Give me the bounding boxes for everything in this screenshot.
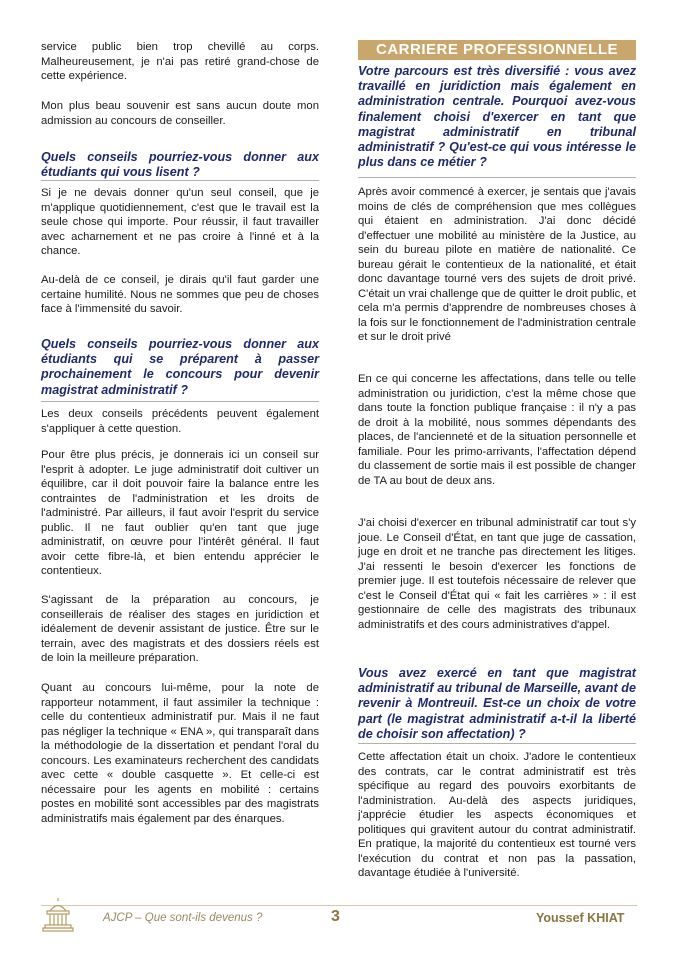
paragraph: J'ai choisi d'exercer en tribunal administratif car tout s'y joue. Le Conseil d'État, en tant que juge de cassation, juge en droit et ne tranche pas directement les litiges. J'ai ressenti le besoin d'exercer les fonctions de premier juge. Il est toutefois nécessaire de relever que c'est le Conseil d'État qui « fait les carrières » : il est gestionnaire de celle des magistrats des tribunaux administratifs et des cours administratives d'appel. bbox=[358, 517, 636, 631]
paragraph: Les deux conseils précédents peuvent également s'appliquer à cette question. bbox=[41, 408, 319, 435]
footer-author: Youssef KHIAT bbox=[536, 911, 625, 925]
paragraph: Mon plus beau souvenir est sans aucun doute mon admission au concours de conseiller. bbox=[41, 100, 319, 127]
footer-publication: AJCP – Que sont-ils devenus ? bbox=[103, 912, 263, 924]
paragraph: Au-delà de ce conseil, je dirais qu'il faut garder une certaine humilité. Nous ne sommes que peu de choses face à l'immensité du savoir. bbox=[41, 274, 319, 315]
building-logo-icon bbox=[40, 897, 76, 933]
paragraph: Quant au concours lui-même, pour la note de rapporteur notamment, il faut assimiler la technique : celle du contentieux administratif pur. Mais il ne faut pas négliger la technique « ENA », qui transparaît dans la méthodologie de la dissertation et pendant l'oral du concours. Les examinateurs recherchent des candidats avec cette « double casquette ». Et celle-ci est nécessaire pour les agents en mobilité : certains postes en mobilité sont accessibles par des magistrats administratifs mais également par des énarques. bbox=[41, 682, 319, 825]
section-title-banner: CARRIERE PROFESSIONNELLE bbox=[358, 40, 636, 60]
question-heading: Quels conseils pourriez-vous donner aux étudiants qui vous lisent ? bbox=[41, 150, 319, 180]
divider bbox=[41, 180, 319, 181]
paragraph: S'agissant de la préparation au concours, je conseillerais de réaliser des stages en juridiction et idéalement de devenir assistant de justice. Être sur le terrain, avec des magistrats et des dossiers réels est de loin la meilleure préparation. bbox=[41, 594, 319, 664]
question-heading: Votre parcours est très diversifié : vous avez travaillé en juridiction mais également en administration centrale. Pourquoi avez-vous finalement choisi d'exercer en tant que magistrat administratif en tribunal administratif ? Qu'est-ce qui vous intéresse le plus dans ce métier ? bbox=[358, 64, 636, 170]
question-heading: Quels conseils pourriez-vous donner aux étudiants qui se préparent à passer prochainement le concours pour devenir magistrat administratif ? bbox=[41, 337, 319, 397]
page-number: 3 bbox=[331, 908, 340, 925]
paragraph: En ce qui concerne les affectations, dans telle ou telle administration ou juridiction, c'est la même chose que dans toute la fonction publique française : il n'y a pas de droit à la mobilité, nous sommes dépendants des places, de l'ancienneté et de la situation personnelle et familiale. Pour les primo-arrivants, l'affectation dépend du classement de sortie mais il est possible de changer de TA au bout de deux ans. bbox=[358, 373, 636, 487]
divider bbox=[358, 177, 636, 178]
divider bbox=[358, 743, 636, 744]
paragraph: Cette affectation était un choix. J'adore le contentieux des contrats, car le contrat administratif est très spécifique au regard des pouvoirs exorbitants de l'administration. Au-delà des aspects juridiques, j'apprécie étudier les aspects économiques et politiques qui gravitent autour du contrat administratif. En pratique, la majorité du contentieux est tourné vers l'exécution du contrat et non pas la passation, davantage étudiée à l'université. bbox=[358, 751, 636, 879]
paragraph: Si je ne devais donner qu'un seul conseil, que je m'applique quotidiennement, c'est que le travail est la seule chose qui importe. Pour réussir, il faut travailler avec acharnement et ne pas croire à l'inné et à la chance. bbox=[41, 187, 319, 257]
paragraph: Pour être plus précis, je donnerais ici un conseil sur l'esprit à adopter. Le juge administratif doit cultiver un équilibre, car il doit pouvoir faire la balance entre les contraintes de l'administration et les droits de l'administré. Par ailleurs, il faut avoir l'esprit du service public. Il ne faut oublier qu'en tant que juge administratif, on œuvre pour l'intérêt général. Il faut avoir cette fibre-là, et bien entendu apprécier le contentieux. bbox=[41, 449, 319, 577]
paragraph: service public bien trop chevillé au corps. Malheureusement, je n'ai pas retiré grand-chose de cette expérience. bbox=[41, 41, 319, 82]
question-heading: Vous avez exercé en tant que magistrat administratif au tribunal de Marseille, avant de revenir à Montreuil. Est-ce un choix de votre part (le magistrat administratif a-t-il la liberté de choisir son affectation) ? bbox=[358, 666, 636, 741]
paragraph: Après avoir commencé à exercer, je sentais que j'avais moins de clés de compréhension que mes collègues qui étaient en administration. J'ai donc décidé d'effectuer une mobilité au ministère de la Justice, au sein du bureau pilote en matière de nationalité. Ce bureau gérait le contentieux de la nationalité, et était donc davantage tourné vers des sujets de droit privé. C'était un vrai challenge que de quitter le droit public, et cela m'a permis d'apprendre de nombreuses choses à la fois sur le fonctionnement de l'administration centrale et sur le droit privé bbox=[358, 186, 636, 343]
divider bbox=[41, 401, 319, 402]
footer-divider bbox=[41, 905, 637, 906]
